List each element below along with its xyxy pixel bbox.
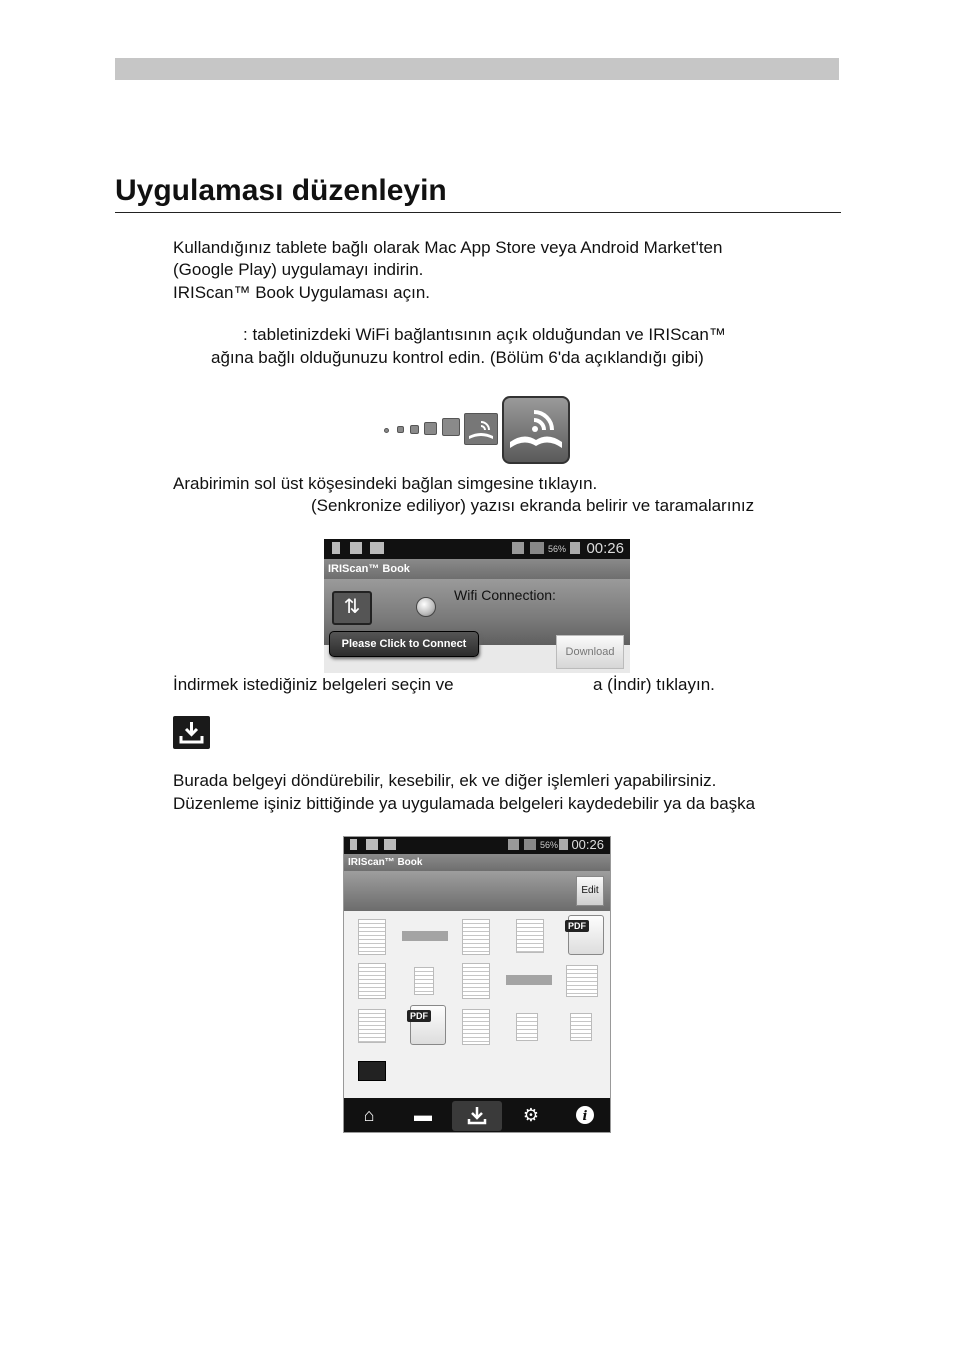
pdf-label: PDF (407, 1010, 431, 1022)
download-line-b: a (İndir) tıklayın. (593, 675, 715, 694)
document-thumbnail[interactable] (506, 975, 552, 985)
usb-icon (332, 542, 340, 554)
document-thumbnail[interactable] (566, 965, 598, 997)
document-thumbnail[interactable] (516, 919, 544, 953)
bottom-nav (344, 1098, 610, 1132)
edit-line-2: Düzenleme işiniz bittiğinde ya uygulamada belgeleri kaydedebilir ya da başka (173, 794, 756, 813)
document-thumbnail[interactable] (462, 919, 490, 955)
app-icon-full (502, 396, 570, 464)
paragraph-download-app-2: (Google Play) uygulamayı indirin. (173, 260, 424, 279)
home-icon[interactable]: ⌂ (363, 1105, 375, 1125)
edit-button[interactable]: Edit (576, 876, 604, 906)
wifi-icon (512, 542, 524, 554)
folder-icon[interactable]: ▬ (414, 1105, 432, 1125)
pdf-document-icon[interactable] (410, 1005, 446, 1045)
pencil-icon (366, 839, 378, 850)
svg-text:i: i (582, 1109, 588, 1124)
app-icon-xsmall (397, 426, 404, 433)
connect-line-2: (Senkronize ediliyor) yazısı ekranda belirir ve taramalarınız (311, 496, 755, 515)
bag-icon (370, 542, 384, 554)
app-icon-medium (442, 418, 460, 436)
wifi-toggle[interactable] (416, 597, 436, 617)
app-icon-small (410, 425, 419, 434)
paragraph-open-app: IRIScan™ Book Uygulaması açın. (173, 283, 431, 302)
page-title: Uygulaması düzenleyin (115, 174, 447, 207)
download-icon (173, 716, 210, 749)
document-thumbnail[interactable] (402, 931, 448, 941)
title-rule (115, 212, 841, 213)
download-button[interactable]: Download (556, 635, 624, 669)
edit-line-1: Burada belgeyi döndürebilir, kesebilir, ek ve diğer işlemleri yapabilirsiniz. (173, 771, 717, 790)
pencil-icon (350, 542, 362, 554)
document-thumbnail[interactable] (358, 1061, 386, 1081)
pdf-document-icon[interactable] (568, 915, 604, 955)
paragraph-download-app-1: Kullandığınız tablete bağlı olarak Mac App Store veya Android Market'ten (173, 238, 723, 257)
bag-icon (384, 839, 396, 850)
app-icon-progression (384, 396, 574, 466)
status-time: 00:26 (586, 540, 624, 557)
battery-icon (570, 542, 580, 554)
sync-button[interactable] (332, 591, 372, 625)
app-icon-medium-small (424, 422, 437, 435)
document-thumbnail[interactable] (516, 1013, 538, 1041)
document-toolbar (344, 871, 610, 911)
signal-icon (524, 839, 536, 850)
signal-icon (530, 542, 544, 554)
sync-icon: ⇅ (343, 596, 361, 618)
connect-tooltip[interactable]: Please Click to Connect (329, 631, 479, 657)
header-bar (115, 58, 839, 80)
app-title: IRIScan™ Book (344, 854, 610, 871)
note-line-1: : tabletinizdeki WiFi bağlantısının açık olduğundan ve IRIScan™ (243, 325, 726, 344)
document-grid (344, 911, 610, 1101)
document-thumbnail[interactable] (414, 967, 434, 995)
usb-icon (350, 839, 357, 850)
battery-percent: 56% (540, 840, 559, 850)
document-thumbnail[interactable] (462, 1009, 490, 1045)
screenshot-connect (324, 539, 630, 673)
download-line-a: İndirmek istediğiniz belgeleri seçin ve (173, 675, 454, 694)
battery-percent: 56% (548, 544, 567, 554)
status-bar (344, 837, 610, 854)
document-thumbnail[interactable] (358, 919, 386, 955)
status-time: 00:26 (571, 837, 604, 852)
wifi-icon (508, 839, 519, 850)
status-bar (324, 539, 630, 559)
app-title: IRIScan™ Book (324, 559, 630, 579)
connect-line-1: Arabirimin sol üst köşesindeki bağlan simgesine tıklayın. (173, 474, 598, 493)
pdf-label: PDF (565, 920, 589, 932)
app-icon-large (464, 413, 498, 445)
document-thumbnail[interactable] (570, 1013, 592, 1041)
document-thumbnail[interactable] (358, 963, 386, 999)
document-thumbnail[interactable] (358, 1009, 386, 1043)
document-thumbnail[interactable] (462, 963, 490, 999)
wifi-connection-label: Wifi Connection: (454, 587, 556, 603)
screenshot-documents (343, 836, 611, 1133)
note-line-2: ağına bağlı olduğunuzu kontrol edin. (Bölüm 6'da açıklandığı gibi) (211, 348, 704, 367)
gear-icon[interactable]: ⚙ (522, 1105, 540, 1125)
battery-icon (559, 839, 568, 850)
download-icon[interactable] (466, 1105, 488, 1125)
info-icon[interactable] (574, 1105, 596, 1125)
app-icon-tiny (384, 428, 389, 433)
